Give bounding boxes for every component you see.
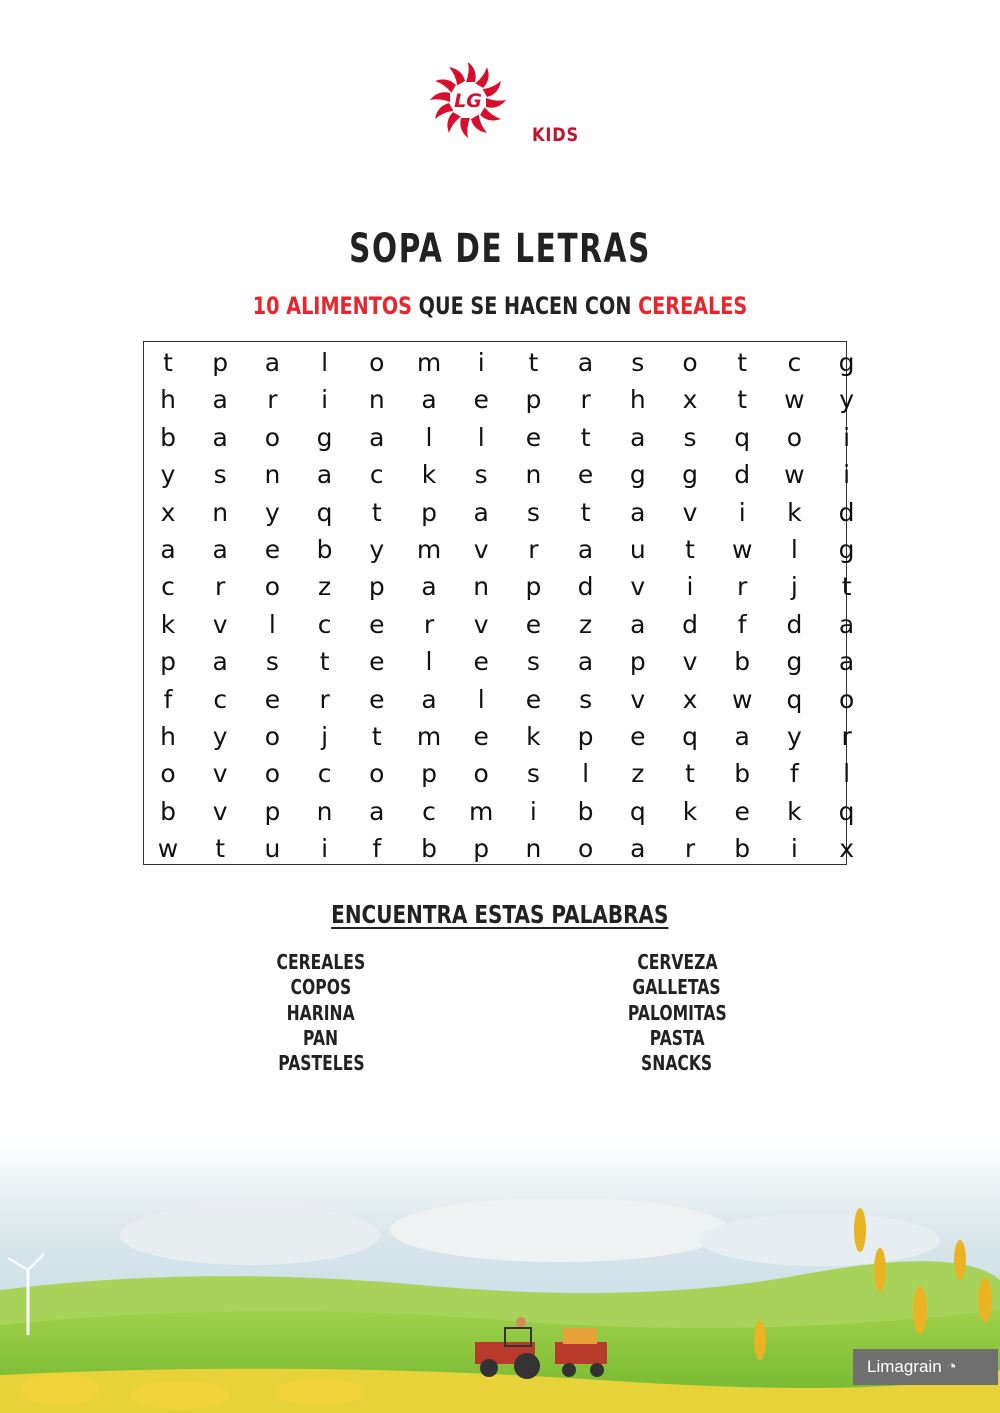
grid-letter: r bbox=[580, 385, 591, 415]
grid-letter: f bbox=[737, 609, 747, 639]
grid-letter: o bbox=[473, 759, 489, 789]
grid-letter: a bbox=[734, 722, 750, 751]
grid-letter: a bbox=[577, 535, 594, 564]
grid-letter: h bbox=[160, 722, 176, 751]
grid-letter: p bbox=[421, 759, 437, 789]
grid-letter: n bbox=[368, 385, 385, 415]
grid-letter: b bbox=[734, 834, 751, 864]
grid-letter: i bbox=[843, 422, 851, 452]
grid-letter: k bbox=[526, 722, 541, 751]
grid-letter: l bbox=[582, 759, 590, 789]
grid-row bbox=[144, 568, 852, 605]
grid-letter: r bbox=[737, 572, 748, 602]
grid-letter: v bbox=[473, 535, 489, 564]
grid-letter: c bbox=[161, 572, 175, 602]
grid-letter: y bbox=[212, 722, 228, 751]
grid-letter: r bbox=[423, 609, 435, 639]
grid-letter: o bbox=[264, 759, 281, 789]
grid-letter: t bbox=[841, 572, 852, 602]
grid-letter: i bbox=[529, 796, 537, 826]
grid-letter: v bbox=[212, 609, 228, 639]
grid-letter: c bbox=[317, 759, 332, 789]
grid-letter: a bbox=[316, 460, 333, 490]
grid-letter: o bbox=[577, 834, 594, 864]
grid-row bbox=[144, 830, 854, 867]
grid-letter: q bbox=[682, 722, 698, 751]
grid-letter: r bbox=[267, 385, 278, 415]
grid-letter: t bbox=[737, 385, 748, 415]
grid-letter: g bbox=[786, 647, 803, 677]
grid-letter: a bbox=[630, 609, 646, 639]
grid-letter: l bbox=[790, 535, 798, 564]
grid-letter: r bbox=[528, 535, 539, 564]
lg-logo bbox=[428, 60, 508, 140]
grid-letter: w bbox=[157, 834, 179, 864]
grid-letter: j bbox=[321, 722, 329, 751]
grid-letter: b bbox=[734, 647, 751, 677]
logo-petal bbox=[434, 74, 456, 92]
grid-letter: v bbox=[682, 647, 698, 677]
grid-letter: r bbox=[319, 684, 330, 714]
grid-letter: v bbox=[682, 497, 698, 527]
grid-letter: p bbox=[421, 497, 437, 527]
grid-letter: x bbox=[839, 834, 854, 864]
grid-letter: e bbox=[577, 460, 594, 490]
grid-letter: e bbox=[264, 535, 281, 564]
logo-petal bbox=[466, 62, 476, 82]
grid-letter: p bbox=[160, 647, 176, 677]
word-item: CEREALES bbox=[276, 950, 366, 974]
grid-letter: t bbox=[163, 348, 173, 377]
grid-letter: b bbox=[577, 796, 594, 826]
grid-letter: a bbox=[577, 348, 594, 377]
grid-letter: p bbox=[577, 722, 594, 751]
grid-letter: z bbox=[631, 759, 645, 789]
kids-label: KIDS bbox=[532, 124, 579, 146]
grid-letter: l bbox=[321, 348, 329, 377]
grid-letter: i bbox=[686, 572, 694, 602]
grid-letter: n bbox=[473, 572, 490, 602]
grid-letter: a bbox=[212, 385, 228, 415]
grid-row bbox=[144, 531, 855, 568]
grid-letter: v bbox=[473, 609, 489, 639]
grid-letter: t bbox=[319, 647, 330, 677]
grid-letter: e bbox=[525, 609, 542, 639]
grid-letter: i bbox=[843, 460, 851, 490]
grid-letter: f bbox=[163, 684, 173, 714]
grid-letter: k bbox=[421, 460, 437, 490]
grid-letter: k bbox=[787, 796, 802, 826]
word-search-grid bbox=[143, 341, 855, 865]
grid-letter: e bbox=[473, 385, 489, 415]
grid-letter: a bbox=[421, 385, 437, 415]
grid-letter: t bbox=[528, 348, 539, 377]
grid-letter: t bbox=[580, 422, 591, 452]
grid-letter: r bbox=[684, 834, 696, 864]
grid-letter: e bbox=[369, 609, 385, 639]
grid-letter: s bbox=[526, 759, 540, 789]
grid-row bbox=[144, 793, 855, 830]
grid-letter: m bbox=[416, 348, 442, 377]
grid-letter: o bbox=[369, 348, 385, 377]
logo-petal bbox=[475, 66, 493, 88]
grid-letter: a bbox=[630, 422, 646, 452]
grid-letter: s bbox=[526, 647, 540, 677]
grid-letter: g bbox=[682, 460, 698, 490]
grid-row bbox=[144, 494, 855, 531]
grid-letter: e bbox=[630, 722, 646, 751]
grid-row bbox=[144, 606, 855, 643]
grid-letter: s bbox=[265, 647, 279, 677]
grid-row bbox=[144, 344, 855, 381]
grid-letter: g bbox=[316, 422, 333, 452]
grid-letter: p bbox=[629, 647, 646, 677]
grid-letter: f bbox=[789, 759, 799, 789]
grid-letter: e bbox=[369, 684, 385, 714]
word-list-right bbox=[577, 950, 777, 1076]
grid-letter: a bbox=[212, 647, 228, 677]
grid-letter: k bbox=[160, 609, 176, 639]
grid-letter: a bbox=[577, 647, 594, 677]
grid-letter: g bbox=[629, 460, 646, 490]
grid-letter: s bbox=[213, 460, 227, 490]
grid-row bbox=[144, 643, 855, 680]
grid-letter: a bbox=[369, 422, 385, 452]
grid-letter: h bbox=[629, 385, 646, 415]
grid-letter: s bbox=[579, 684, 593, 714]
grid-letter: u bbox=[264, 834, 281, 864]
grid-letter: c bbox=[213, 684, 228, 714]
grid-row bbox=[144, 419, 851, 456]
grid-letter: q bbox=[734, 422, 751, 452]
grid-row bbox=[144, 718, 852, 755]
grid-letter: a bbox=[630, 497, 646, 527]
grid-letter: w bbox=[784, 460, 805, 490]
grid-letter: i bbox=[477, 348, 485, 377]
grid-letter: n bbox=[264, 460, 281, 490]
word-item: GALLETAS bbox=[632, 975, 722, 1000]
grid-letter: a bbox=[630, 834, 646, 864]
grid-letter: a bbox=[421, 572, 437, 602]
grid-letter: p bbox=[264, 796, 281, 826]
grid-letter: l bbox=[268, 609, 276, 639]
grid-letter: y bbox=[839, 385, 854, 415]
logo-petal bbox=[442, 112, 460, 134]
grid-letter: s bbox=[683, 422, 697, 452]
logo-petal bbox=[486, 98, 506, 108]
grid-letter: x bbox=[682, 385, 698, 415]
grid-letter: j bbox=[790, 572, 798, 602]
grid-letter: d bbox=[786, 609, 803, 639]
logo-petal bbox=[480, 107, 502, 125]
grid-letter: i bbox=[321, 834, 329, 864]
grid-letter: a bbox=[264, 348, 281, 377]
grid-letter: g bbox=[838, 348, 855, 377]
grid-letter: e bbox=[473, 647, 489, 677]
grid-letter: a bbox=[160, 535, 176, 564]
grid-letter: m bbox=[416, 535, 442, 564]
grid-letter: w bbox=[731, 535, 753, 564]
grid-letter: q bbox=[316, 497, 333, 527]
word-item: PALOMITAS bbox=[627, 1000, 727, 1025]
grid-row bbox=[144, 681, 855, 718]
grid-letter: a bbox=[838, 609, 855, 639]
grid-letter: a bbox=[369, 796, 385, 826]
word-item: SNACKS bbox=[641, 1051, 713, 1076]
grid-letter: b bbox=[734, 759, 751, 789]
word-item: PASTELES bbox=[277, 1051, 365, 1076]
find-words-heading: ENCUENTRA ESTAS PALABRAS bbox=[331, 900, 669, 929]
grid-letter: e bbox=[369, 647, 385, 677]
svg-text:LG: LG bbox=[454, 90, 482, 112]
grid-letter: m bbox=[469, 796, 494, 826]
limagrain-badge: Limagrain ◔ bbox=[853, 1349, 998, 1385]
grid-letter: c bbox=[317, 609, 332, 639]
grid-letter: q bbox=[838, 796, 855, 826]
grid-letter: k bbox=[682, 796, 698, 826]
grid-letter: o bbox=[264, 422, 281, 452]
grid-letter: y bbox=[369, 535, 385, 564]
grid-row bbox=[144, 381, 854, 418]
grid-letter: t bbox=[215, 834, 226, 864]
grid-letter: a bbox=[421, 684, 437, 714]
grid-letter: l bbox=[843, 759, 851, 789]
grid-letter: q bbox=[786, 684, 803, 714]
grid-letter: v bbox=[630, 684, 646, 714]
grid-letter: v bbox=[212, 759, 228, 789]
grid-letter: o bbox=[264, 572, 281, 602]
grid-letter: n bbox=[316, 796, 333, 826]
grid-letter: o bbox=[160, 759, 176, 789]
grid-letter: c bbox=[369, 460, 384, 490]
grid-letter: d bbox=[682, 609, 698, 639]
grid-letter: y bbox=[160, 460, 176, 490]
grid-letter: e bbox=[264, 684, 281, 714]
grid-letter: v bbox=[630, 572, 646, 602]
grid-letter: b bbox=[421, 834, 437, 864]
grid-letter: e bbox=[734, 796, 750, 826]
grid-letter: c bbox=[787, 348, 802, 377]
grid-letter: e bbox=[525, 684, 542, 714]
grid-letter: o bbox=[264, 722, 281, 751]
word-item: HARINA bbox=[286, 1000, 356, 1025]
grid-letter: o bbox=[838, 684, 855, 714]
grid-letter: e bbox=[473, 722, 489, 751]
grid-letter: k bbox=[787, 497, 802, 527]
grid-letter: q bbox=[629, 796, 646, 826]
word-item: COPOS bbox=[290, 975, 352, 1000]
grid-letter: l bbox=[425, 647, 433, 677]
grid-letter: a bbox=[212, 535, 228, 564]
grid-letter: p bbox=[473, 834, 490, 864]
logo-petal bbox=[460, 118, 470, 138]
grid-letter: d bbox=[577, 572, 594, 602]
grid-letter: b bbox=[316, 535, 333, 564]
grid-letter: i bbox=[738, 497, 746, 527]
grid-letter: p bbox=[368, 572, 385, 602]
grid-letter: n bbox=[525, 834, 542, 864]
grid-letter: g bbox=[838, 535, 855, 564]
grid-letter: h bbox=[160, 385, 176, 415]
grid-letter: x bbox=[682, 684, 698, 714]
grid-letter: p bbox=[525, 572, 542, 602]
grid-letter: t bbox=[737, 348, 748, 377]
grid-letter: o bbox=[786, 422, 803, 452]
grid-letter: n bbox=[525, 460, 542, 490]
grid-letter: x bbox=[160, 497, 176, 527]
grid-letter: t bbox=[685, 759, 695, 789]
grid-letter: s bbox=[474, 460, 488, 490]
grid-letter: v bbox=[212, 796, 228, 826]
grid-row bbox=[144, 755, 851, 792]
grid-letter: l bbox=[477, 684, 485, 714]
grid-letter: s bbox=[526, 497, 540, 527]
grid-letter: a bbox=[838, 647, 855, 677]
grid-letter: i bbox=[321, 385, 329, 415]
grid-letter: w bbox=[784, 385, 805, 415]
grid-letter: n bbox=[212, 497, 229, 527]
word-list-left bbox=[221, 950, 421, 1076]
grid-letter: t bbox=[685, 535, 695, 564]
grid-letter: e bbox=[525, 422, 542, 452]
grid-letter: l bbox=[425, 422, 433, 452]
grid-letter: y bbox=[264, 497, 280, 527]
grid-letter: c bbox=[422, 796, 436, 826]
grid-letter: m bbox=[416, 722, 442, 751]
page-title: SOPA DE LETRAS bbox=[349, 226, 651, 272]
grid-letter: t bbox=[371, 722, 382, 751]
grid-row bbox=[144, 456, 851, 493]
grid-letter: d bbox=[838, 497, 855, 527]
grid-letter: z bbox=[579, 609, 593, 639]
grid-letter: t bbox=[580, 497, 591, 527]
grid-letter: a bbox=[212, 422, 228, 452]
word-item: PAN bbox=[303, 1025, 339, 1050]
grid-letter: b bbox=[160, 796, 176, 826]
grid-letter: t bbox=[371, 497, 382, 527]
grid-letter: r bbox=[215, 572, 226, 602]
farm-scene-illustration bbox=[0, 1140, 1000, 1413]
word-item: PASTA bbox=[649, 1025, 705, 1050]
grid-letter: a bbox=[473, 497, 489, 527]
word-item: CERVEZA bbox=[636, 950, 718, 974]
grid-letter: o bbox=[369, 759, 385, 789]
grid-letter: p bbox=[212, 348, 229, 377]
grid-letter: i bbox=[790, 834, 798, 864]
grid-letter: y bbox=[786, 722, 802, 751]
grid-letter: r bbox=[841, 722, 852, 751]
grid-letter: z bbox=[318, 572, 332, 602]
grid-letter: p bbox=[525, 385, 542, 415]
grid-letter: u bbox=[629, 535, 646, 564]
grid-letter: b bbox=[160, 422, 176, 452]
grid-letter: o bbox=[682, 348, 698, 377]
grid-letter: w bbox=[731, 684, 753, 714]
grid-letter: s bbox=[631, 348, 645, 377]
grid-letter: l bbox=[477, 422, 485, 452]
page-subtitle: 10 ALIMENTOS QUE SE HACEN CON CEREALES bbox=[252, 292, 748, 320]
logo-petal bbox=[430, 92, 450, 102]
grid-letter: d bbox=[734, 460, 751, 490]
grid-letter: f bbox=[372, 834, 382, 864]
